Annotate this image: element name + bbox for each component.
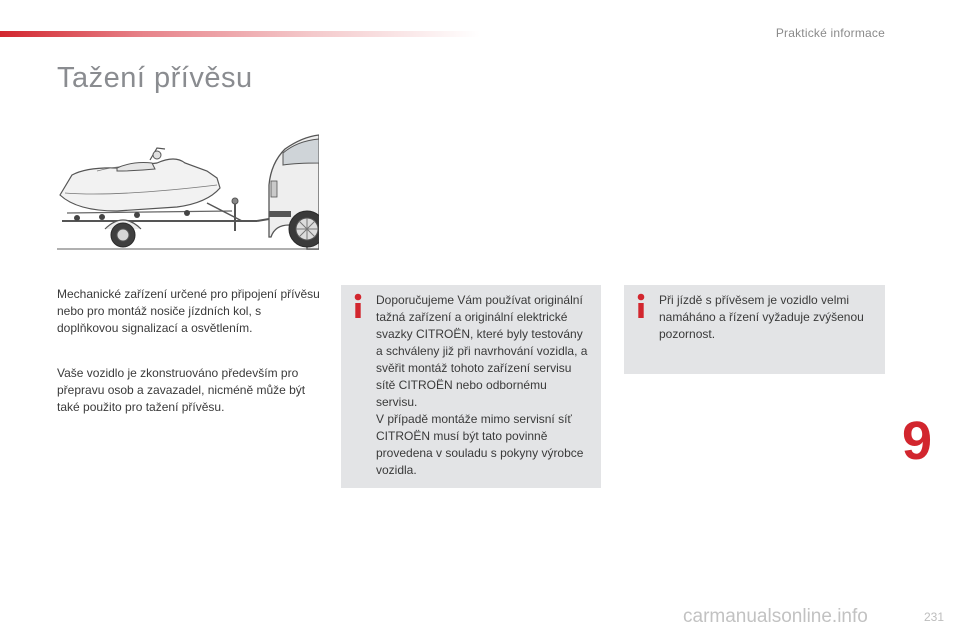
usage-paragraph: Vaše vozidlo je zkonstruováno především pro přepravu osob a zavazadel, nicméně může být také použito pro tažení přívěsu. bbox=[57, 366, 306, 414]
intro-paragraph: Mechanické zařízení určené pro připojení přívěsu nebo pro montáž nosiče jízdních kol, s doplňkovou signalizací a osvětlením. bbox=[57, 287, 320, 335]
chapter-number: 9 bbox=[902, 411, 933, 471]
page-title: Tažení přívěsu bbox=[57, 62, 253, 94]
page-number: 231 bbox=[923, 610, 944, 624]
info-box-recommendation-text: Doporučujeme Vám používat originální tažná zařízení a originální elektrické svazky CITROËN, které byly testovány a schváleny již při navrhování vozidla, a svěřit montáž tohoto zařízení servisu sítě CITROËN nebo odbornému servisu. V případě montáže mimo servisní síť CITROËN musí být tato povinně provedena v souladu s pokyny výrobce vozidla. bbox=[376, 293, 588, 477]
info-box-driving-warning-text: Při jízdě s přívěsem je vozidlo velmi namáháno a řízení vyžaduje zvýšenou pozornost. bbox=[659, 293, 864, 341]
section-title: Praktické informace bbox=[775, 26, 885, 40]
info-icon bbox=[351, 293, 365, 319]
info-box-recommendation bbox=[341, 285, 601, 488]
header-accent-bar bbox=[0, 31, 480, 37]
watermark: carmanualsonline.info bbox=[683, 606, 868, 627]
info-box-driving-warning bbox=[624, 285, 885, 374]
car-towing-jetski-trailer-illustration bbox=[57, 133, 319, 255]
info-icon bbox=[634, 293, 648, 319]
